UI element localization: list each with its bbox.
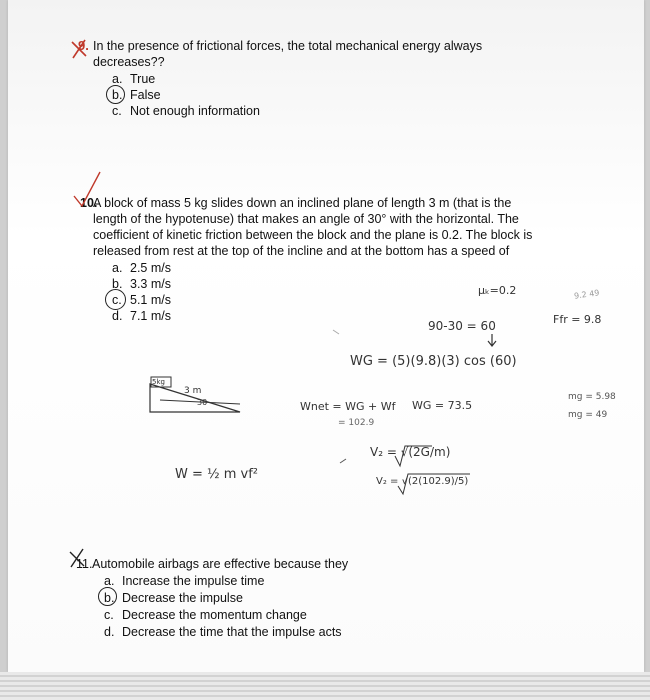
q10-option-b-text[interactable]: 3.3 m/s	[130, 277, 171, 291]
note-mu: μₖ=0.2	[478, 284, 517, 297]
q10-number: 10.	[80, 196, 98, 210]
q9-text-line1: In the presence of frictional forces, the total mechanical energy always	[93, 39, 483, 53]
q11-option-b-letter[interactable]: b.	[104, 591, 115, 605]
q11-option-c-text[interactable]: Decrease the momentum change	[122, 608, 307, 622]
q10-text-line3: coefficient of kinetic friction between the block and the plane is 0.2. The block is	[93, 228, 533, 242]
q11-option-a-letter[interactable]: a.	[104, 574, 115, 588]
incline-angle-label: 30	[197, 398, 208, 407]
q11-option-d-text[interactable]: Decrease the time that the impulse acts	[122, 625, 342, 639]
q10-option-d-letter[interactable]: d.	[112, 309, 123, 323]
sqrt-symbol-icon-a	[395, 446, 432, 466]
pencil-tick-icon	[340, 459, 346, 463]
note-mg-2: mg = 49	[568, 410, 608, 420]
q10-option-a-letter[interactable]: a.	[112, 261, 123, 275]
note-wg-value: WG = 73.5	[412, 399, 473, 412]
q9-wrong-mark-icon	[72, 40, 86, 58]
q11-number: 11.	[76, 557, 93, 571]
q10-text-line4: released from rest at the top of the incline and at the bottom has a speed of	[93, 244, 510, 258]
q10-option-a-text[interactable]: 2.5 m/s	[130, 261, 171, 275]
q9-option-c-letter[interactable]: c.	[112, 104, 122, 118]
q10-option-c-letter[interactable]: c.	[112, 293, 122, 307]
incline-force-arrow-icon	[160, 400, 240, 404]
sqrt-symbol-icon-b	[398, 474, 470, 494]
incline-length-label: 3 m	[184, 386, 202, 396]
note-v2-formula-a: V₂ = √(2G/m)	[370, 445, 451, 459]
q9-option-c-text[interactable]: Not enough information	[130, 104, 260, 118]
note-wnet-value: = 102.9	[338, 418, 375, 428]
q9-text-line2: decreases??	[93, 55, 165, 69]
q9-option-b-letter[interactable]: b.	[112, 88, 123, 102]
note-v2-formula-b: V₂ = √(2(102.9)/5)	[376, 476, 469, 487]
note-small-top-right: 9.2 49	[573, 288, 600, 301]
note-angle-calc: 90-30 = 60	[428, 319, 496, 333]
q11-option-d-letter[interactable]: d.	[104, 625, 115, 639]
q10-text-line2: length of the hypotenuse) that makes an angle of 30° with the horizontal. The	[93, 212, 519, 226]
note-ffr: Ffr = 9.8	[553, 313, 602, 326]
q11-option-c-letter[interactable]: c.	[104, 608, 114, 622]
down-arrow-icon	[488, 334, 496, 346]
incline-block-label: 5kg	[152, 378, 165, 386]
q10-text-line1: A block of mass 5 kg slides down an inclined plane of length 3 m (that is the	[93, 196, 512, 210]
q9-option-a-text[interactable]: True	[130, 72, 156, 86]
incline-triangle-icon	[150, 384, 240, 412]
q9-option-a-letter[interactable]: a.	[112, 72, 123, 86]
q10-option-d-text[interactable]: 7.1 m/s	[130, 309, 171, 323]
q10-option-c-text[interactable]: 5.1 m/s	[130, 293, 171, 307]
q9-number: 9.	[78, 38, 89, 53]
q11-option-b-text[interactable]: Decrease the impulse	[122, 591, 243, 605]
q10-option-b-letter[interactable]: b.	[112, 277, 123, 291]
note-wnet: Wnet = WG + Wf	[300, 400, 396, 413]
note-wg-formula: WG = (5)(9.8)(3) cos (60)	[350, 354, 517, 369]
q11-option-a-text[interactable]: Increase the impulse time	[122, 574, 265, 588]
q11-answer-circle	[98, 587, 117, 606]
q11-text: Automobile airbags are effective because they	[92, 557, 349, 571]
pencil-faint-mark-icon	[333, 330, 339, 334]
q9-option-b-text[interactable]: False	[130, 88, 161, 102]
note-mg-1: mg = 5.98	[568, 392, 616, 402]
q10-check-mark-icon	[74, 172, 100, 206]
note-kinetic-energy-formula: W = ½ m vf²	[175, 467, 259, 482]
